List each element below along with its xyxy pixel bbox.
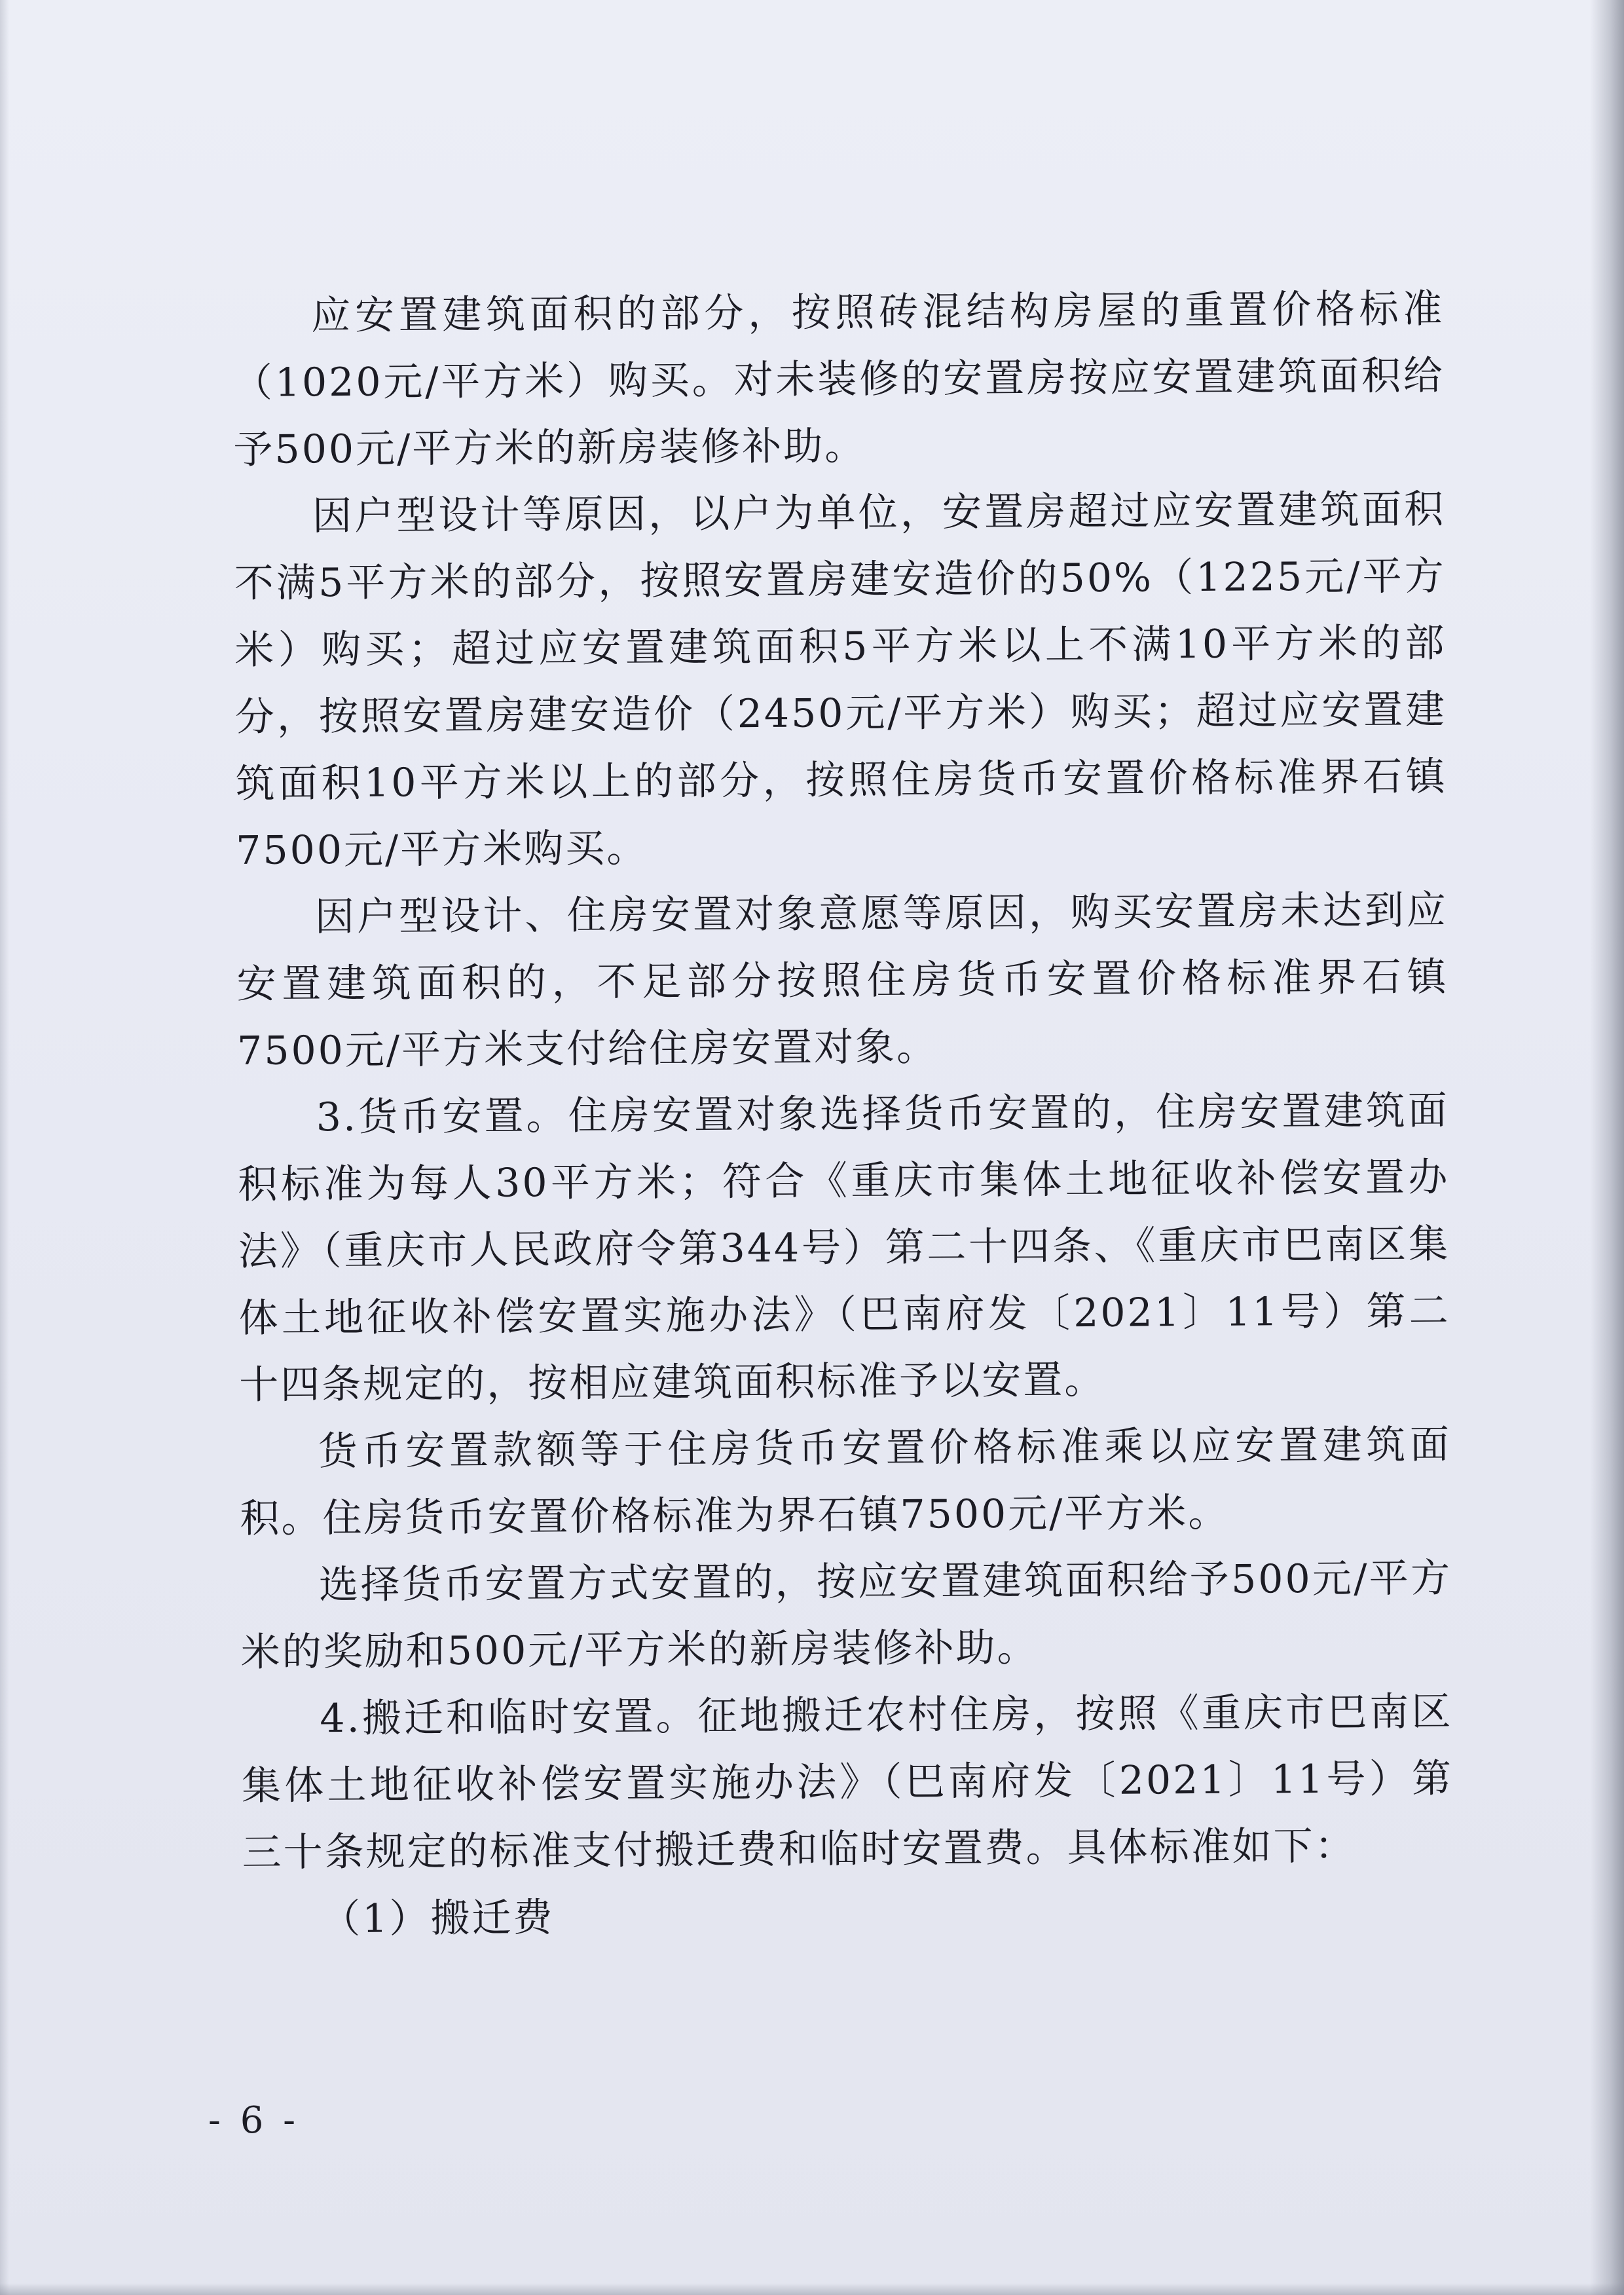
bottom-edge-shadow (0, 2283, 1624, 2295)
document-body (232, 276, 1454, 1953)
paragraph-monetary-amount: 货币安置款额等于住房货币安置价格标准乘以应安置建筑面积。住房货币安置价格标准为界石镇7500元/平方米。 (240, 1421, 1452, 1542)
paragraph-relocation-fee-heading: （1）搬迁费 (321, 1895, 555, 1943)
right-edge-shadow (1590, 0, 1624, 2295)
paragraph-relocation: 4.搬迁和临时安置。征地搬迁农村住房，按照《重庆市巴南区集体土地征收补偿安置实施办法》（巴南府发〔2021〕11号）第三十条规定的标准支付搬迁费和临时安置费。具体标准如下： (241, 1689, 1454, 1876)
paragraph-oversize-purchase: 因户型设计等原因，以户为单位，安置房超过应安置建筑面积不满5平方米的部分，按照安置房建安造价的50%（1225元/平方米）购买；超过应安置建筑面积5平方米以上不满10平方米的部分，按照安置房建安造价（2450元/平方米）购买；超过应安置建筑面积10平方米以上的部分，按照住房货币安置价格标准界石镇7500元/平方米购买。 (234, 486, 1447, 874)
page-number: - 6 - (208, 2099, 300, 2142)
paragraph-continuation: 应安置建筑面积的部分，按照砖混结构房屋的重置价格标准（1020元/平方米）购买。对未装修的安置房按应安置建筑面积给予500元/平方米的新房装修补助。 (232, 286, 1445, 473)
paragraph-monetary-reward: 选择货币安置方式安置的，按应安置建筑面积给予500元/平方米的奖励和500元/平方米的新房装修补助。 (240, 1555, 1452, 1675)
left-edge-shadow (0, 0, 9, 2295)
paragraph-undersize-payment: 因户型设计、住房安置对象意愿等原因，购买安置房未达到应安置建筑面积的，不足部分按照住房货币安置价格标准界石镇7500元/平方米支付给住房安置对象。 (236, 887, 1449, 1074)
paragraph-monetary-resettlement: 3.货币安置。住房安置对象选择货币安置的，住房安置建筑面积标准为每人30平方米；符合《重庆市集体土地征收补偿安置办法》（重庆市人民政府令第344号）第二十四条、《重庆市巴南区集体土地征收补偿安置实施办法》（巴南府发〔2021〕11号）第二十四条规定的，按相应建筑面积标准予以安置。 (238, 1087, 1450, 1408)
